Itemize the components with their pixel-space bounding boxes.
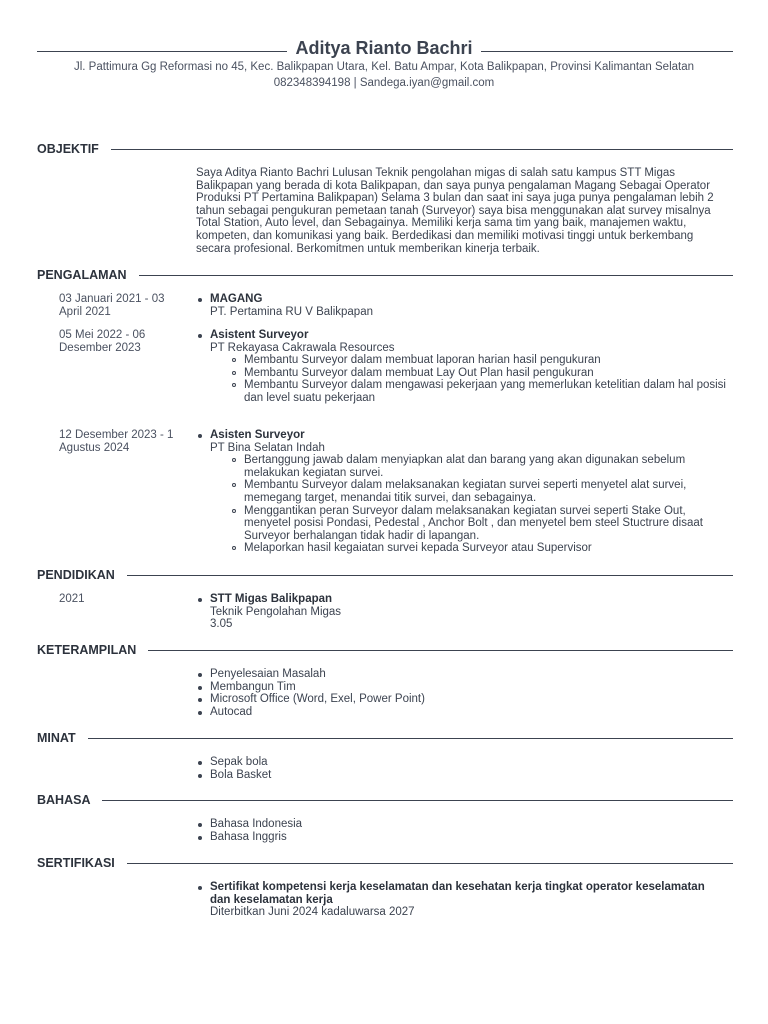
major: Teknik Pengolahan Migas [210, 605, 342, 618]
section-rule [37, 738, 733, 739]
experience-item [197, 329, 727, 405]
section-sertifikasi [37, 856, 733, 870]
section-title: KETERAMPILAN [37, 643, 148, 657]
section-title: SERTIFIKASI [37, 856, 127, 870]
education-date: 2021 [59, 593, 85, 605]
skill-item: Microsoft Office (Word, Exel, Power Point) [197, 693, 727, 706]
language-item: Bahasa Indonesia [197, 818, 727, 831]
experience-date: 03 Januari 2021 - 03 April 2021 [59, 293, 165, 318]
section-rule [37, 275, 733, 276]
task-item: Membantu Surveyor dalam membuat Lay Out Plan hasil pengukuran [231, 367, 727, 380]
section-title: BAHASA [37, 793, 102, 807]
skill-item: Autocad [197, 706, 727, 719]
experience-role: Asisten Surveyor [210, 429, 305, 441]
section-title: OBJEKTIF [37, 142, 111, 156]
interest-item: Bola Basket [197, 769, 727, 782]
task-item: Melaporkan hasil kegaiatan survei kepada Surveyor atau Supervisor [231, 542, 727, 555]
section-title: PENDIDIKAN [37, 568, 127, 582]
objective-text: Saya Aditya Rianto Bachri Lulusan Teknik pengolahan migas di salah satu kampus STT Migas Balikpapan yang berada di kota Balikpapan, dan saya punya pengalaman Magang Sebagai Operator Produksi PT Pertamina Balikpapan) Selama 3 bulan dan saat ini saya juga punya pengalaman lebih 2 tahun sebagai pengukuran pemetaan tanah (Surveyor) saya bisa menggunakan alat survey misalnya Total Station, Auto level, dan Sebagainya. Memiliki kerja sama tim yang baik, manajemen waktu, kompeten, dan komunikasi yang baik. Berdedikasi dan memiliki motivasi tinggi untuk berkembang secara profesional. Berkomitmen untuk memberikan kinerja terbaik. [196, 167, 714, 255]
section-rule [37, 149, 733, 150]
task-item: Membantu Surveyor dalam membuat laporan harian hasil pengukuran [231, 354, 727, 367]
task-item: Membantu Surveyor dalam melaksanakan kegiatan survei seperti menyetel alat survei, memegang target, menandai titik survei, dan sebagainya. [231, 479, 727, 504]
gpa: 3.05 [210, 618, 233, 631]
experience-item [197, 429, 727, 555]
section-rule [37, 800, 733, 801]
certification-detail: Diterbitkan Juni 2024 kadaluwarsa 2027 [210, 906, 415, 919]
section-title: MINAT [37, 731, 88, 745]
task-item: Menggantikan peran Surveyor dalam melaksanakan kegiatan survei seperti Stake Out, menyetel posisi Pondasi, Pedestal , Anchor Bolt , dan menyetel bem steel Stuctrure disaat Surveyor berhalangan tidak hadir di lapangan. [231, 505, 727, 543]
experience-item [197, 293, 727, 318]
candidate-name: Aditya Rianto Bachri [287, 38, 480, 59]
certification-name: Sertifikat kompetensi kerja keselamatan dan kesehatan kerja tingkat operator keselamatan dan keselamatan kerja [210, 881, 705, 906]
language-item: Bahasa Inggris [197, 831, 727, 844]
section-objektif [37, 142, 733, 156]
contact-info: 082348394198 | Sandega.iyan@gmail.com [273, 77, 495, 89]
section-title: PENGALAMAN [37, 268, 139, 282]
section-pengalaman [37, 268, 733, 282]
section-rule [37, 863, 733, 864]
experience-company: PT. Pertamina RU V Balikpapan [210, 305, 373, 318]
header [0, 38, 768, 59]
certification-item [197, 881, 727, 919]
skill-item: Penyelesaian Masalah [197, 668, 727, 681]
skill-item: Membangun Tim [197, 681, 727, 694]
task-item: Bertanggung jawab dalam menyiapkan alat dan barang yang akan digunakan sebelum melakukan kegiatan survei. [231, 454, 727, 479]
experience-role: MAGANG [210, 293, 263, 305]
section-bahasa [37, 793, 733, 807]
section-minat [37, 731, 733, 745]
address: Jl. Pattimura Gg Reformasi no 45, Kec. Balikpapan Utara, Kel. Batu Ampar, Kota Balikpapan, Provinsi Kalimantan Selatan [73, 61, 695, 73]
interest-item: Sepak bola [197, 756, 727, 769]
skills-list [197, 668, 727, 718]
languages-list [197, 818, 727, 843]
section-rule [37, 575, 733, 576]
experience-company: PT Bina Selatan Indah [210, 441, 325, 454]
education-item [197, 593, 727, 631]
experience-date: 05 Mei 2022 - 06 Desember 2023 [59, 329, 146, 354]
school-name: STT Migas Balikpapan [210, 593, 333, 605]
section-pendidikan [37, 568, 733, 582]
interests-list [197, 756, 727, 781]
experience-date: 12 Desember 2023 - 1 Agustus 2024 [59, 429, 174, 454]
experience-company: PT Rekayasa Cakrawala Resources [210, 341, 395, 354]
task-item: Membantu Surveyor dalam mengawasi pekerjaan yang memerlukan ketelitian dalam hal posisi dan level suatu pekerjaan [231, 379, 727, 404]
experience-role: Asistent Surveyor [210, 329, 309, 341]
section-keterampilan [37, 643, 733, 657]
